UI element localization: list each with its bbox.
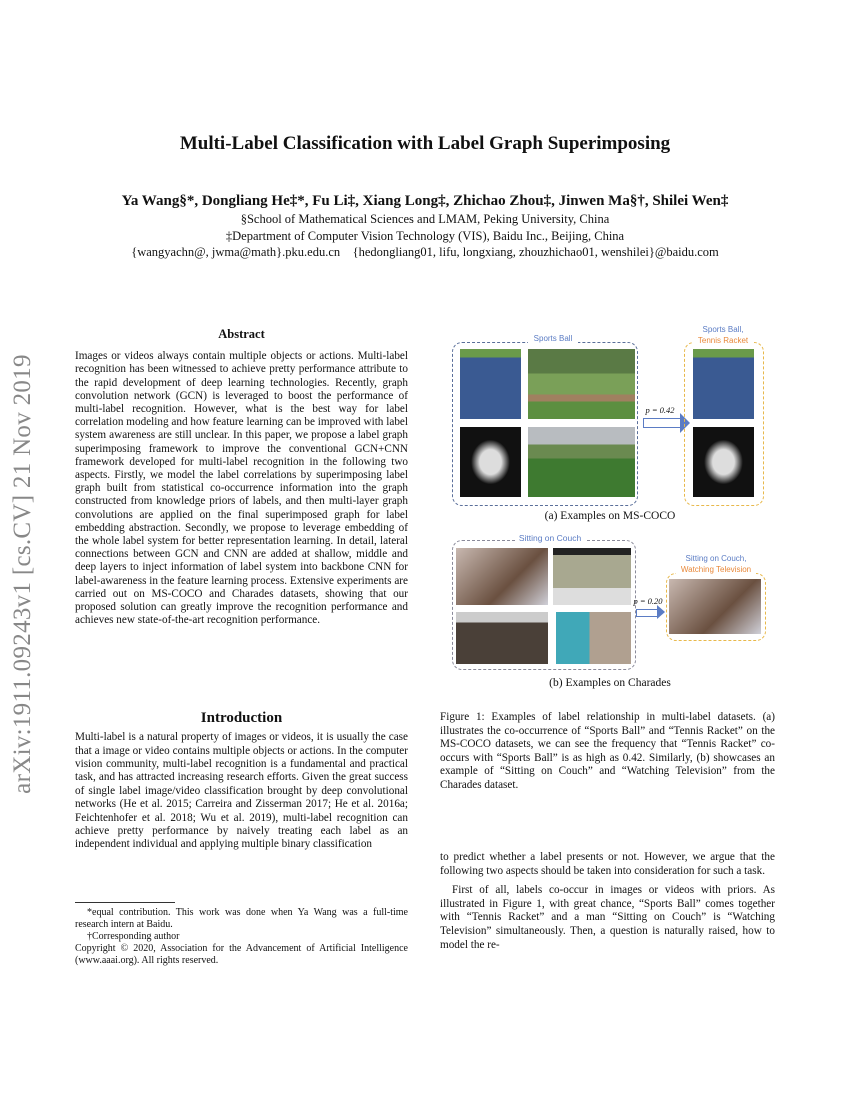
arrow-b-head-icon bbox=[657, 605, 665, 619]
tennis-image-2 bbox=[693, 349, 754, 419]
author-list: Ya Wang§*, Dongliang He‡*, Fu Li‡, Xiang Long‡, Zhichao Zhou‡, Jinwen Ma§†, Shilei Wen‡ bbox=[121, 193, 729, 209]
footnote-rule bbox=[75, 902, 175, 903]
introduction-section bbox=[75, 712, 408, 852]
copyright-notice: Copyright © 2020, Association for the Advancement of Artificial Intelligence (www.aaai.org). All rights reserved. bbox=[75, 943, 408, 966]
abstract-text: Images or videos always contain multiple objects or actions. Multi-label recognition has been witnessed to achieve pretty performance attribute to the rapid development of deep learning technologies. Recently, graph convolution network (GCN) is leveraged to boost the performance of multi-label recognition. However, what is the best way for label correlation modeling and how feature learning can be improved with label system awareness are still unclear. In this paper, we propose a label graph superimposing framework to improve the conventional GCN+CNN framework developed for multi-label recognition in the following two aspects. Firstly, we model the label correlations by superimposing label graph built from statistical co-occurrence information into the graph constructed from knowledge priors of labels, and then multi-layer graph convolutions are applied on the final superimposed graph for label embedding abstraction. Secondly, we propose to leverage embedding of the whole label system for better representation learning. In detail, lateral connections between GCN and CNN are added at shallow, middle and deep layers to inject information of label system into backbone CNN for label-awareness in the feature learning process. Extensive experiments are carried out on MS-COCO and Charades datasets, showing that our proposed solution can greatly improve the recognition performance and achieves new state-of-the-art recognition performance. bbox=[75, 350, 408, 627]
abstract-section bbox=[75, 328, 408, 627]
author-emails: {wangyachn@, jwma@math}.pku.edu.cn {hedongliang01, lifu, longxiang, zhouzhichao01, wenshilei}@baidu.com bbox=[131, 245, 719, 259]
introduction-heading: Introduction bbox=[200, 710, 283, 726]
introduction-text: Multi-label is a natural property of images or videos, it is usually the case that a image or video contains multiple objects or actions. In the computer vision community, multi-label recognition is a fundamental and practical task, and has attracted increasing research efforts. Given the great success of single label image/video classification brought by deep convolutional networks (He et al. 2015; Carreira and Zisserman 2017; He et al. 2016a; Feichtenhofer et al. 2018; Wu et al. 2019), multi-label recognition can achieve pretty performance by naively treating each label as an independent individual and applying multiple binary classification bbox=[75, 731, 408, 851]
probability-b: p = 0.20 bbox=[633, 596, 663, 606]
probability-a: p = 0.42 bbox=[645, 405, 675, 415]
charades-frame-2 bbox=[553, 548, 631, 605]
subcaption-a: (a) Examples on MS-COCO bbox=[544, 510, 676, 522]
right-column-text bbox=[440, 851, 775, 952]
footnotes bbox=[75, 907, 408, 967]
affiliation-2: ‡Department of Computer Vision Technology (VIS), Baidu Inc., Beijing, China bbox=[225, 229, 625, 243]
abstract-heading: Abstract bbox=[218, 327, 265, 341]
figure-1 bbox=[440, 320, 780, 700]
arrow-b-icon bbox=[636, 609, 657, 617]
soccer-image bbox=[528, 427, 635, 497]
paragraph-continuation: to predict whether a label presents or not. However, we argue that the following two aspects should be taken into consideration for such a task. bbox=[440, 851, 775, 877]
subcaption-b: (b) Examples on Charades bbox=[549, 677, 671, 689]
footnote-corresponding: †Corresponding author bbox=[87, 931, 180, 942]
figure-1-caption: Figure 1: Examples of label relationship in multi-label datasets. (a) illustrates the co-occurrence of “Sports Ball” and “Tennis Racket” on the MS-COCO datasets, we can see the frequency that “Tennis Racket” co-occurs with “Sports Ball” is as high as 0.42. Similarly, (b) showcases an example of “Sitting on Couch” and “Watching Television” from the Charades dataset. bbox=[440, 711, 775, 791]
paper-title: Multi-Label Classification with Label Graph Superimposing bbox=[179, 133, 671, 154]
arxiv-identifier: arXiv:1911.09243v1 [cs.CV] 21 Nov 2019 bbox=[9, 354, 36, 794]
charades-frame-5 bbox=[669, 579, 761, 634]
label-sports-ball: Sports Ball bbox=[528, 334, 578, 343]
label-sitting-on-couch-2: Sitting on Couch, bbox=[685, 554, 747, 563]
tennis-player-image bbox=[460, 427, 521, 497]
charades-frame-3 bbox=[456, 612, 548, 664]
baseball-image bbox=[528, 349, 635, 419]
label-sports-ball-2: Sports Ball, bbox=[702, 325, 744, 334]
charades-frame-4 bbox=[556, 612, 631, 664]
charades-frame-1 bbox=[456, 548, 548, 605]
paragraph-first-of-all: First of all, labels co-occur in images or videos with priors. As illustrated in Figure 1, with great chance, “Sports Ball” comes together with “Tennis Racket” and a man “Sitting on Couch” is “Watching Television” simultaneously. Then, a question is naturally raised, how to model the re- bbox=[440, 884, 775, 951]
tennis-image bbox=[460, 349, 521, 419]
arrow-a-icon bbox=[643, 418, 680, 428]
tennis-player-image-2 bbox=[693, 427, 754, 497]
label-tennis-racket: Tennis Racket bbox=[692, 336, 754, 345]
footnote-equal-contribution: *equal contribution. This work was done when Ya Wang was a full-time research intern at Baidu. bbox=[75, 907, 408, 930]
label-sitting-on-couch: Sitting on Couch bbox=[515, 533, 585, 543]
affiliation-1: §School of Mathematical Sciences and LMAM, Peking University, China bbox=[240, 212, 610, 226]
label-watching-television: Watching Television bbox=[676, 565, 756, 574]
